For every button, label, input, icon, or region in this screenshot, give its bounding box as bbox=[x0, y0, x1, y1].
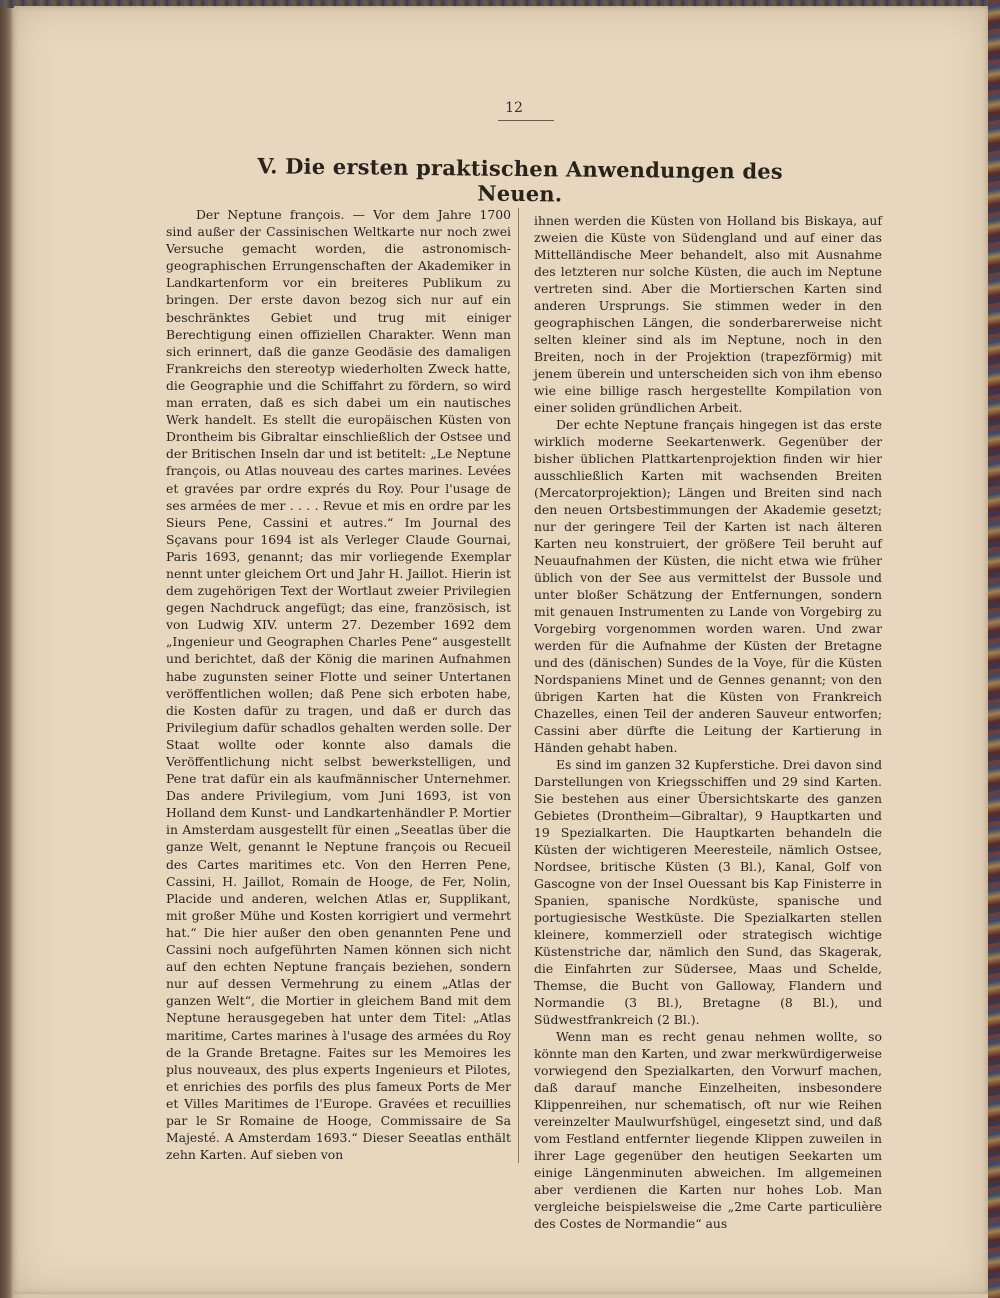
column-divider bbox=[518, 208, 519, 1163]
right-paragraph-1: ihnen werden die Küsten von Holland bis Biskaya, auf zweien die Küste von Südengland und auf einer das Mittelländische Meer behandelt, also mit Ausnahme des letzteren nur solche Küsten, die auch im Neptune vertreten sind. Aber die Mortierschen Karten sind anderen Ursprungs. Sie stimmen weder in den geographischen Längen, die sonderbarerweise nicht selten kleiner sind als im Neptune, noch in den Breiten, noch in der Projektion (trapezförmig) mit jenem überein und unterscheiden sich von ihm ebenso wie eine billige rasch hergestellte Kompilation von einer soliden gründlichen Arbeit. bbox=[534, 213, 882, 415]
left-column bbox=[166, 206, 511, 1163]
right-paragraph-4: Wenn man es recht genau nehmen wollte, so könnte man den Karten, und zwar merkwürdigerweise vorwiegend den Spezialkarten, den Vorwurf machen, daß darauf manche Einzelheiten, insbesondere Klippenreihen, nur schematisch, oft nur wie Reihen vereinzelter Maulwurfshügel, eingesetzt sind, und daß vom Festland entfernter liegende Klippen zuweilen in ihrer Lage gegenüber den heutigen Seekarten um einige Längenminuten abweichen. Im allgemeinen aber verdienen die Karten nur hohes Lob. Man vergleiche beispielsweise die „2me Carte particulière des Costes de Normandie“ aus bbox=[534, 1029, 882, 1231]
marbled-book-edge bbox=[988, 0, 1000, 1298]
right-column bbox=[534, 212, 882, 1232]
right-paragraph-2: Der echte Neptune français hingegen ist das erste wirklich moderne Seekartenwerk. Gegenüber der bisher üblichen Plattkartenprojektion finden wir hier ausschließlich Karten mit wachsenden Breiten (Mercatorprojektion); Längen und Breiten sind nach den neuen Ortsbestimmungen der Akademie gesetzt; nur der geringere Teil der Karten ist nach älteren Karten neu konstruiert, der größere Teil beruht auf Neuaufnahmen der Küsten, die nicht etwa wie früher üblich von der See aus vermittelst der Bussole und unter bloßer Schätzung der Entfernungen, sondern mit genauen Instrumenten zu Lande von Vorgebirg zu Vorgebirg vorgenommen worden waren. Und zwar werden für die Aufnahme der Küsten der Bretagne und des (dänischen) Sundes de la Voye, für die Küsten Nordspaniens Minet und de Gennes genannt; von den übrigen Karten hat die Küsten von Frankreich Chazelles, einen Teil der anderen Sauveur entworfen; Cassini aber dürfte die Leitung der Kartierung in Händen gehabt haben. bbox=[534, 417, 882, 755]
page-number-rule bbox=[498, 120, 554, 121]
right-paragraph-3: Es sind im ganzen 32 Kupferstiche. Drei davon sind Darstellungen von Kriegsschiffen und 29 sind Karten. Sie bestehen aus einer Übersichtskarte des ganzen Gebietes (Drontheim—Gibraltar), 9 Hauptkarten und 19 Spezialkarten. Die Hauptkarten behandeln die Küsten der wichtigeren Meeresteile, nämlich Ostsee, Nordsee, britische Küsten (3 Bl.), Kanal, Golf von Gascogne von der Insel Ouessant bis Kap Finisterre in Spanien, spanische Nordküste, spanische und portugiesische Westküste. Die Spezialkarten stellen kleinere, kommerziell oder strategisch wichtige Küstenstriche dar, nämlich den Sund, das Skagerak, die Einfahrten zur Südersee, Maas und Schelde, Themse, die Bucht von Galloway, Flandern und Normandie (3 Bl.), Bretagne (8 Bl.), und Südwestfrankreich (2 Bl.). bbox=[534, 757, 882, 1027]
page-number: 12 bbox=[505, 100, 523, 116]
left-paragraph-1: Der Neptune françois. — Vor dem Jahre 1700 sind außer der Cassinischen Weltkarte nur noch zwei Versuche gemacht worden, die astronomisch-geographischen Errungenschaften der Akademiker in Landkartenform vor ein breiteres Publikum zu bringen. Der erste davon bezog sich nur auf ein beschränktes Gebiet und trug mit einiger Berechtigung einen offiziellen Charakter. Wenn man sich erinnert, daß die ganze Geodäsie des damaligen Frankreichs den stereotyp wiederholten Zweck hatte, die Geographie und die Schiffahrt zu fördern, so wird man erraten, daß es sich dabei um ein nautisches Werk handelt. Es stellt die europäischen Küsten von Drontheim bis Gibraltar einschließlich der Ostsee und der Britischen Inseln dar und ist betitelt: „Le Neptune françois, ou Atlas nouveau des cartes marines. Levées et gravées par ordre exprés du Roy. Pour l'usage de ses armées de mer . . . . Revue et mis en ordre par les Sieurs Pene, Cassini et autres.“ Im Journal des Sçavans pour 1694 ist als Verleger Claude Gournai, Paris 1693, genannt; das mir vorliegende Exemplar nennt unter gleichem Ort und Jahr H. Jaillot. Hierin ist dem zugehörigen Text der Wortlaut zweier Privilegien gegen Nachdruck angefügt; das eine, französisch, ist von Ludwig XIV. unterm 27. Dezember 1692 dem „Ingenieur und Geographen Charles Pene“ ausgestellt und berichtet, daß der König die marinen Aufnahmen habe zugunsten seiner Flotte und seiner Untertanen veröffentlichen wollen; daß Pene sich erboten habe, die Kosten dafür zu tragen, und daß er durch das Privilegium dafür schadlos gehalten werden solle. Der Staat wollte oder konnte also damals die Veröffentlichung nicht selbst bewerkstelligen, und Pene trat dafür ein als kaufmännischer Unternehmer. Das andere Privilegium, vom Juni 1693, ist von Holland dem Kunst- und Landkartenhändler P. Mortier in Amsterdam ausgestellt für einen „Seeatlas über die ganze Welt, genannt le Neptune françois ou Recueil des Cartes maritimes etc. Von den Herren Pene, Cassini, H. Jaillot, Romain de Hooge, de Fer, Nolin, Placide und anderen, welchen Atlas er, Supplikant, mit großer Mühe und Kosten korrigiert und vermehrt hat.“ Die hier außer den oben genannten Pene und Cassini noch aufgeführten Namen können sich nicht auf den echten Neptune français beziehen, sondern nur auf dessen Vermehrung zu einem „Atlas der ganzen Welt“, die Mortier in gleichem Band mit dem Neptune herausgegeben hat unter dem Titel: „Atlas maritime, Cartes marines à l'usage des armées du Roy de la Grande Bretagne. Faites sur les Memoires les plus nouveaux, des plus experts Ingenieurs et Pilotes, et enrichies des porfils des plus fameux Ports de Mer et Villes Maritimes de l'Europe. Gravées et recuillies par le Sr Romaine de Hooge, Commissaire de Sa Majesté. A Amsterdam 1693.“ Dieser Seeatlas enthält zehn Karten. Auf sieben von bbox=[166, 207, 511, 1163]
chapter-heading: V. Die ersten praktischen Anwendungen des Neuen. bbox=[257, 153, 784, 207]
